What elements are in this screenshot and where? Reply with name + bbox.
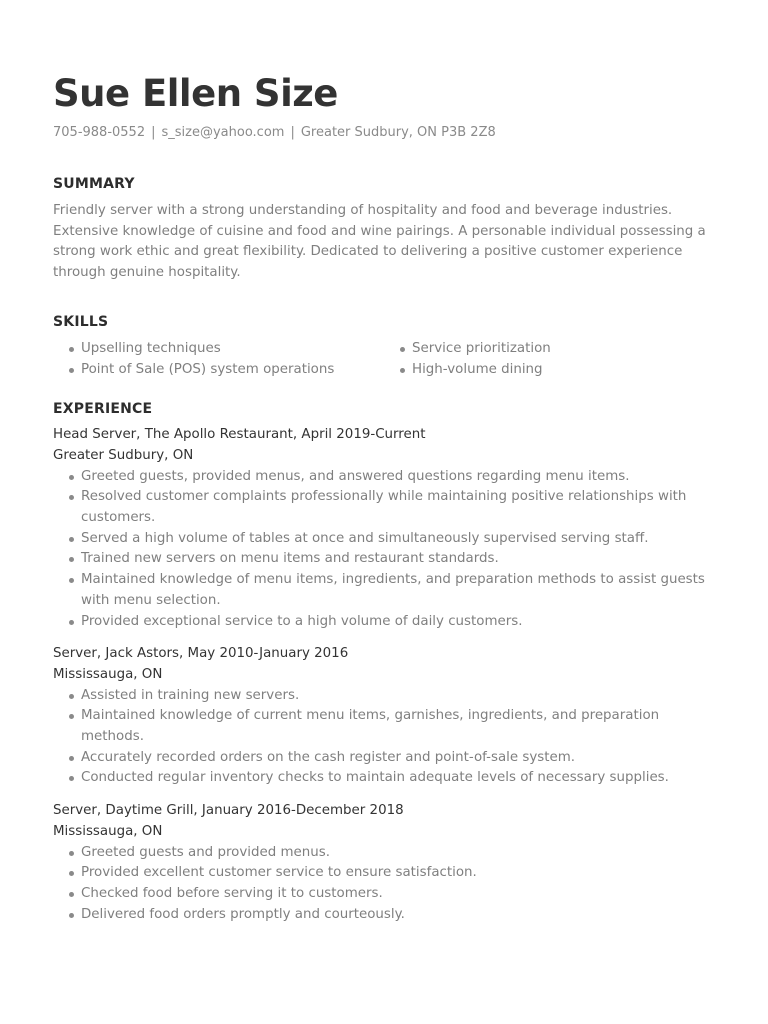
job-entry (53, 801, 713, 925)
job-entry (53, 425, 713, 632)
duty-item: Trained new servers on menu items and restaurant standards. (53, 549, 713, 570)
skill-item: Service prioritization (384, 339, 684, 360)
job-heading: Server, Daytime Grill, January 2016-December 2018 (53, 803, 404, 819)
skills-heading: SKILLS (53, 313, 109, 330)
candidate-name: Sue Ellen Size (53, 72, 338, 115)
skills-column-right (384, 339, 684, 380)
summary-heading: SUMMARY (53, 176, 135, 192)
address: Greater Sudbury, ON P3B 2Z8 (300, 125, 496, 140)
job-heading: Head Server, The Apollo Restaurant, April 2019-Current (53, 427, 426, 443)
job-duties (53, 467, 713, 633)
duty-item: Assisted in training new servers. (53, 686, 713, 707)
duty-item: Accurately recorded orders on the cash register and point-of-sale system. (53, 748, 713, 769)
duty-item: Maintained knowledge of current menu items, garnishes, ingredients, and preparation methods. (53, 706, 713, 747)
job-duties (53, 843, 713, 926)
duty-item: Checked food before serving it to customers. (53, 884, 713, 905)
duty-item: Served a high volume of tables at once and simultaneously supervised serving staff. (53, 529, 713, 550)
job-location: Mississauga, ON (53, 823, 163, 839)
duty-item: Delivered food orders promptly and courteously. (53, 905, 713, 926)
separator: | (151, 125, 156, 140)
job-duties (53, 686, 713, 790)
duty-item: Maintained knowledge of menu items, ingredients, and preparation methods to assist guests with menu selection. (53, 570, 713, 611)
skill-item: Upselling techniques (53, 339, 384, 360)
experience-heading: EXPERIENCE (53, 401, 153, 418)
phone-number: 705-988-0552 (53, 125, 146, 140)
duty-item: Provided exceptional service to a high volume of daily customers. (53, 612, 713, 633)
job-heading: Server, Jack Astors, May 2010-January 2016 (53, 646, 349, 662)
contact-line (53, 124, 713, 142)
duty-item: Resolved customer complaints professionally while maintaining positive relationships with customers. (53, 487, 713, 528)
resume-page (53, 70, 713, 925)
job-location: Greater Sudbury, ON (53, 447, 194, 463)
separator: | (290, 125, 295, 140)
skill-item: Point of Sale (POS) system operations (53, 360, 384, 381)
skills-column-left (53, 339, 384, 380)
job-entry (53, 644, 713, 789)
duty-item: Provided excellent customer service to ensure satisfaction. (53, 863, 713, 884)
duty-item: Greeted guests and provided menus. (53, 843, 713, 864)
skills-list (53, 339, 713, 380)
duty-item: Conducted regular inventory checks to maintain adequate levels of necessary supplies. (53, 768, 713, 789)
email-address: s_size@yahoo.com (161, 125, 285, 140)
duty-item: Greeted guests, provided menus, and answered questions regarding menu items. (53, 467, 713, 488)
summary-text: Friendly server with a strong understanding of hospitality and food and beverage industries. Extensive knowledge of cuisine and food and wine pairings. A personable individual possessing a strong work ethic and great flexibility. Dedicated to delivering a positive customer experience through genuine hospitality. (53, 203, 706, 281)
job-location: Mississauga, ON (53, 666, 163, 682)
skill-item: High-volume dining (384, 360, 684, 381)
